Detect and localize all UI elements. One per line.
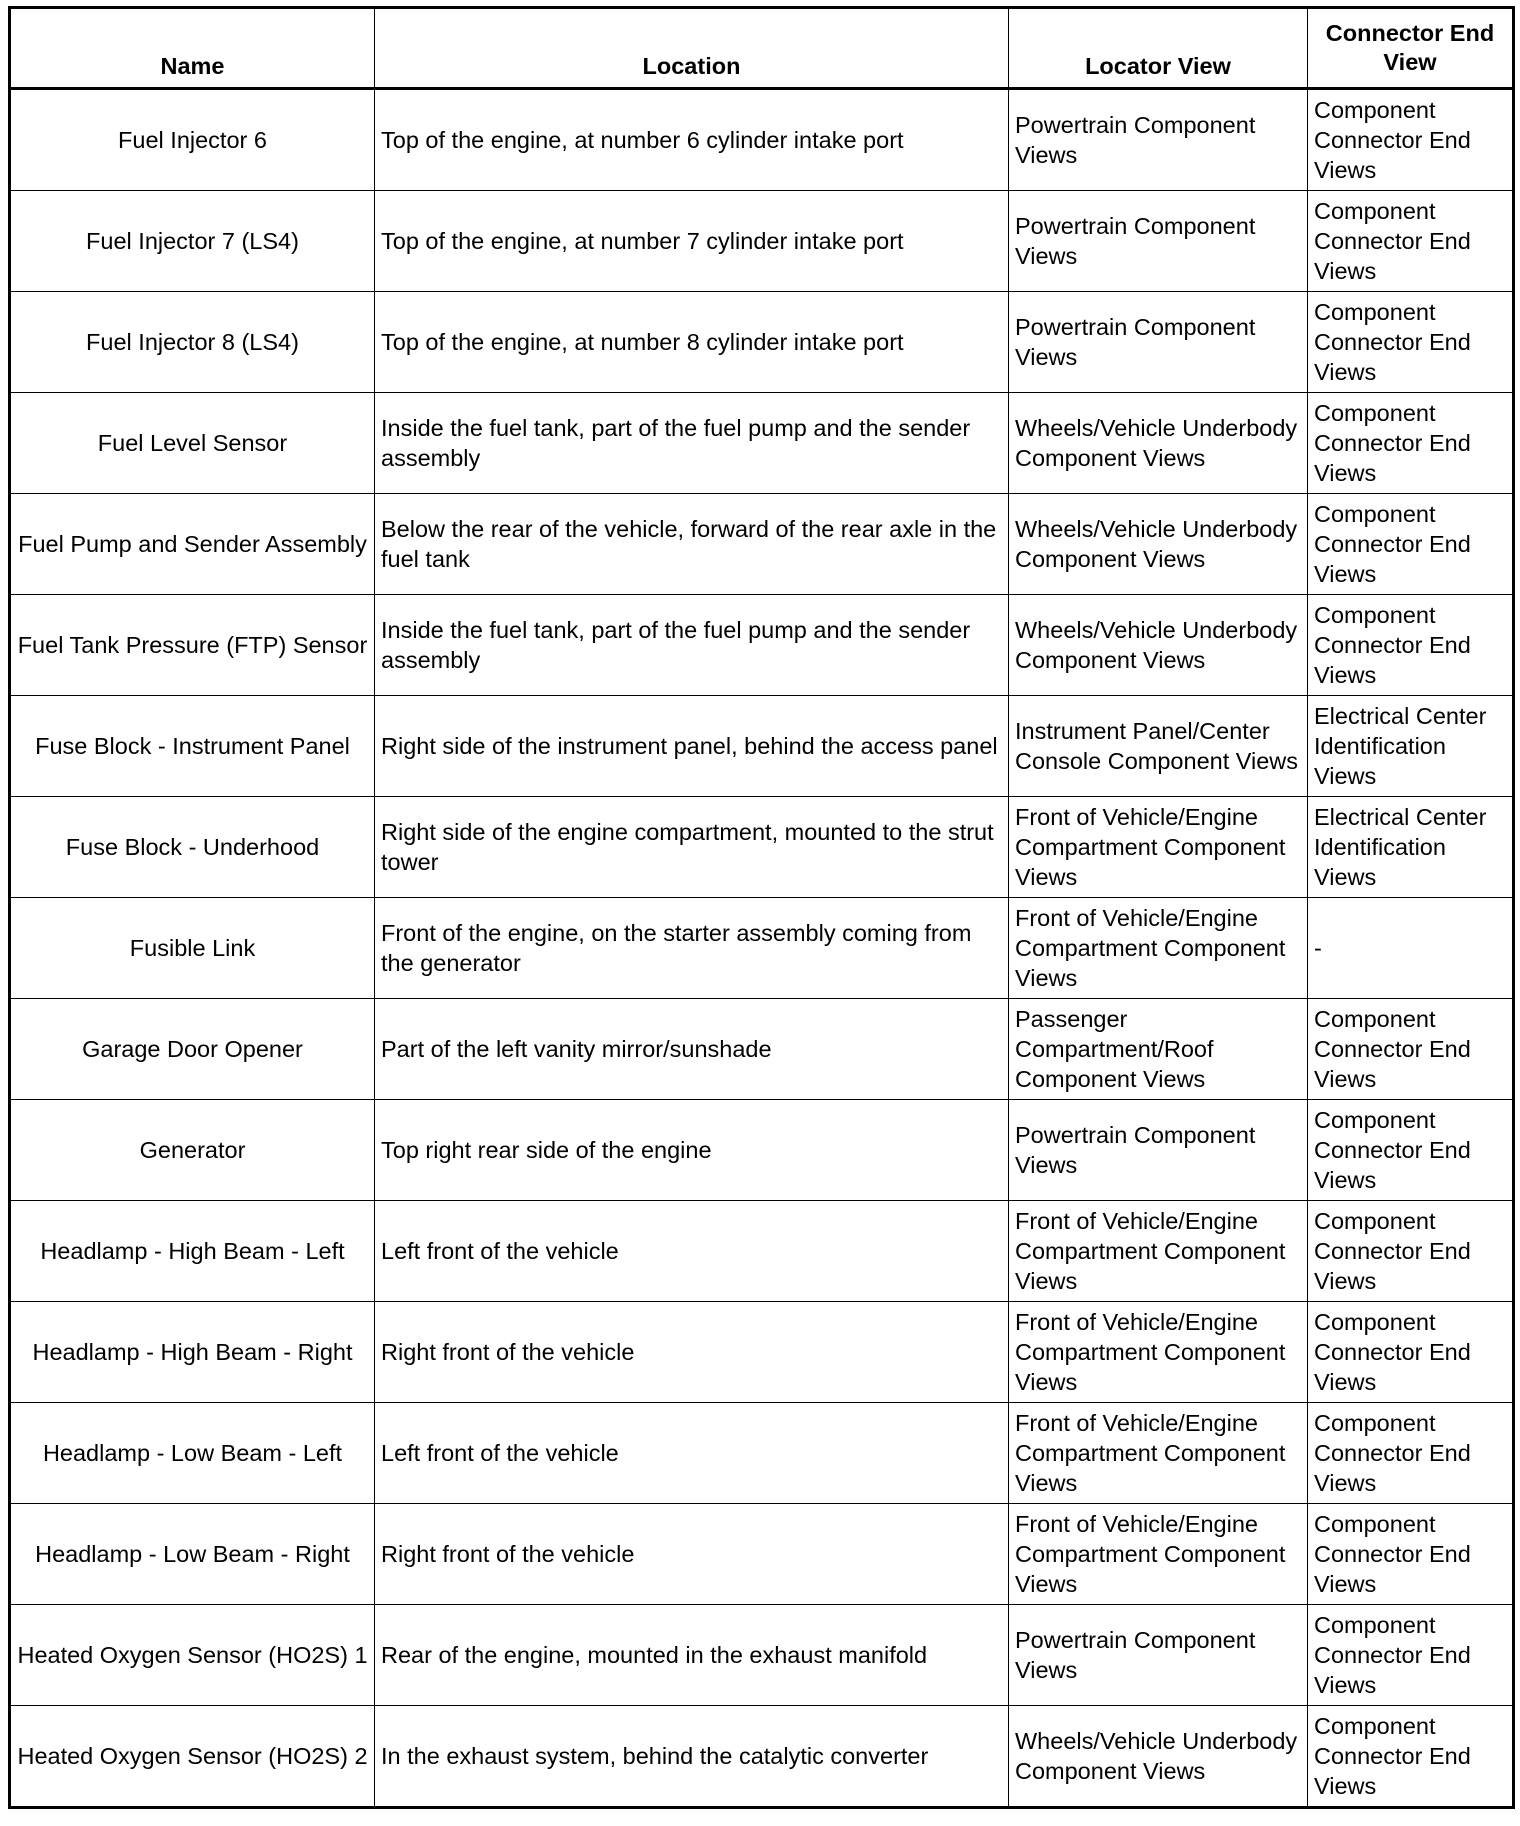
cell-location: Below the rear of the vehicle, forward of the rear axle in the fuel tank: [375, 494, 1009, 595]
table-row: [10, 191, 1514, 292]
cell-locator-view: Powertrain Component Views: [1009, 1100, 1308, 1201]
cell-connector-end-view: Component Connector End Views: [1308, 1605, 1514, 1706]
component-locator-table-wrapper: [8, 6, 1512, 1809]
cell-name: Headlamp - Low Beam - Right: [10, 1504, 375, 1605]
header-location: Location: [375, 8, 1009, 89]
cell-locator-view: Instrument Panel/Center Console Component Views: [1009, 696, 1308, 797]
cell-locator-view: Wheels/Vehicle Underbody Component Views: [1009, 1706, 1308, 1808]
cell-name: Fuel Level Sensor: [10, 393, 375, 494]
table-header: [10, 8, 1514, 89]
cell-connector-end-view: Component Connector End Views: [1308, 595, 1514, 696]
table-row: [10, 999, 1514, 1100]
cell-location: Part of the left vanity mirror/sunshade: [375, 999, 1009, 1100]
table-row: [10, 1403, 1514, 1504]
table-row: [10, 393, 1514, 494]
header-name: Name: [10, 8, 375, 89]
cell-connector-end-view: Component Connector End Views: [1308, 1302, 1514, 1403]
cell-connector-end-view: Component Connector End Views: [1308, 393, 1514, 494]
cell-name: Fuse Block - Underhood: [10, 797, 375, 898]
cell-connector-end-view: Component Connector End Views: [1308, 292, 1514, 393]
cell-location: Right front of the vehicle: [375, 1302, 1009, 1403]
table-row: [10, 1302, 1514, 1403]
cell-location: Right side of the instrument panel, behind the access panel: [375, 696, 1009, 797]
cell-name: Fuel Tank Pressure (FTP) Sensor: [10, 595, 375, 696]
component-locator-table: [8, 6, 1515, 1809]
cell-name: Generator: [10, 1100, 375, 1201]
cell-name: Headlamp - Low Beam - Left: [10, 1403, 375, 1504]
cell-location: Top of the engine, at number 8 cylinder intake port: [375, 292, 1009, 393]
cell-location: Top right rear side of the engine: [375, 1100, 1009, 1201]
cell-connector-end-view: Component Connector End Views: [1308, 191, 1514, 292]
cell-name: Fuel Injector 7 (LS4): [10, 191, 375, 292]
cell-name: Garage Door Opener: [10, 999, 375, 1100]
cell-location: Front of the engine, on the starter assembly coming from the generator: [375, 898, 1009, 999]
cell-name: Fuel Pump and Sender Assembly: [10, 494, 375, 595]
cell-connector-end-view: Electrical Center Identification Views: [1308, 696, 1514, 797]
cell-connector-end-view: Component Connector End Views: [1308, 999, 1514, 1100]
cell-location: Top of the engine, at number 7 cylinder intake port: [375, 191, 1009, 292]
table-row: [10, 696, 1514, 797]
cell-locator-view: Powertrain Component Views: [1009, 292, 1308, 393]
cell-locator-view: Front of Vehicle/Engine Compartment Component Views: [1009, 1302, 1308, 1403]
cell-connector-end-view: Component Connector End Views: [1308, 1504, 1514, 1605]
table-row: [10, 1201, 1514, 1302]
cell-locator-view: Wheels/Vehicle Underbody Component Views: [1009, 494, 1308, 595]
cell-location: Rear of the engine, mounted in the exhaust manifold: [375, 1605, 1009, 1706]
cell-locator-view: Front of Vehicle/Engine Compartment Component Views: [1009, 898, 1308, 999]
table-row: [10, 898, 1514, 999]
cell-locator-view: Wheels/Vehicle Underbody Component Views: [1009, 393, 1308, 494]
cell-connector-end-view: Component Connector End Views: [1308, 1100, 1514, 1201]
table-row: [10, 1605, 1514, 1706]
table-row: [10, 797, 1514, 898]
cell-locator-view: Powertrain Component Views: [1009, 191, 1308, 292]
cell-connector-end-view: Component Connector End Views: [1308, 1201, 1514, 1302]
cell-location: Right front of the vehicle: [375, 1504, 1009, 1605]
table-row: [10, 1706, 1514, 1808]
header-locator-view: Locator View: [1009, 8, 1308, 89]
table-row: [10, 494, 1514, 595]
cell-location: Right side of the engine compartment, mounted to the strut tower: [375, 797, 1009, 898]
cell-locator-view: Front of Vehicle/Engine Compartment Component Views: [1009, 1403, 1308, 1504]
cell-locator-view: Front of Vehicle/Engine Compartment Component Views: [1009, 1201, 1308, 1302]
cell-connector-end-view: Electrical Center Identification Views: [1308, 797, 1514, 898]
table-row: [10, 89, 1514, 191]
cell-location: Left front of the vehicle: [375, 1201, 1009, 1302]
cell-name: Heated Oxygen Sensor (HO2S) 1: [10, 1605, 375, 1706]
cell-location: Inside the fuel tank, part of the fuel pump and the sender assembly: [375, 595, 1009, 696]
table-row: [10, 292, 1514, 393]
cell-connector-end-view: Component Connector End Views: [1308, 1706, 1514, 1808]
cell-name: Headlamp - High Beam - Right: [10, 1302, 375, 1403]
table-row: [10, 1100, 1514, 1201]
cell-name: Fuse Block - Instrument Panel: [10, 696, 375, 797]
header-row: [10, 8, 1514, 89]
cell-connector-end-view: Component Connector End Views: [1308, 89, 1514, 191]
cell-name: Fuel Injector 8 (LS4): [10, 292, 375, 393]
cell-connector-end-view: Component Connector End Views: [1308, 1403, 1514, 1504]
cell-locator-view: Front of Vehicle/Engine Compartment Component Views: [1009, 1504, 1308, 1605]
cell-location: Top of the engine, at number 6 cylinder intake port: [375, 89, 1009, 191]
header-connector-end-view: Connector End View: [1308, 8, 1514, 89]
cell-name: Fuel Injector 6: [10, 89, 375, 191]
cell-name: Headlamp - High Beam - Left: [10, 1201, 375, 1302]
cell-locator-view: Passenger Compartment/Roof Component Views: [1009, 999, 1308, 1100]
cell-name: Fusible Link: [10, 898, 375, 999]
cell-locator-view: Powertrain Component Views: [1009, 89, 1308, 191]
table-body: [10, 89, 1514, 1808]
cell-locator-view: Front of Vehicle/Engine Compartment Component Views: [1009, 797, 1308, 898]
cell-location: Left front of the vehicle: [375, 1403, 1009, 1504]
cell-name: Heated Oxygen Sensor (HO2S) 2: [10, 1706, 375, 1808]
table-row: [10, 1504, 1514, 1605]
cell-location: In the exhaust system, behind the catalytic converter: [375, 1706, 1009, 1808]
table-row: [10, 595, 1514, 696]
cell-connector-end-view: -: [1308, 898, 1514, 999]
cell-location: Inside the fuel tank, part of the fuel pump and the sender assembly: [375, 393, 1009, 494]
cell-locator-view: Powertrain Component Views: [1009, 1605, 1308, 1706]
cell-locator-view: Wheels/Vehicle Underbody Component Views: [1009, 595, 1308, 696]
cell-connector-end-view: Component Connector End Views: [1308, 494, 1514, 595]
